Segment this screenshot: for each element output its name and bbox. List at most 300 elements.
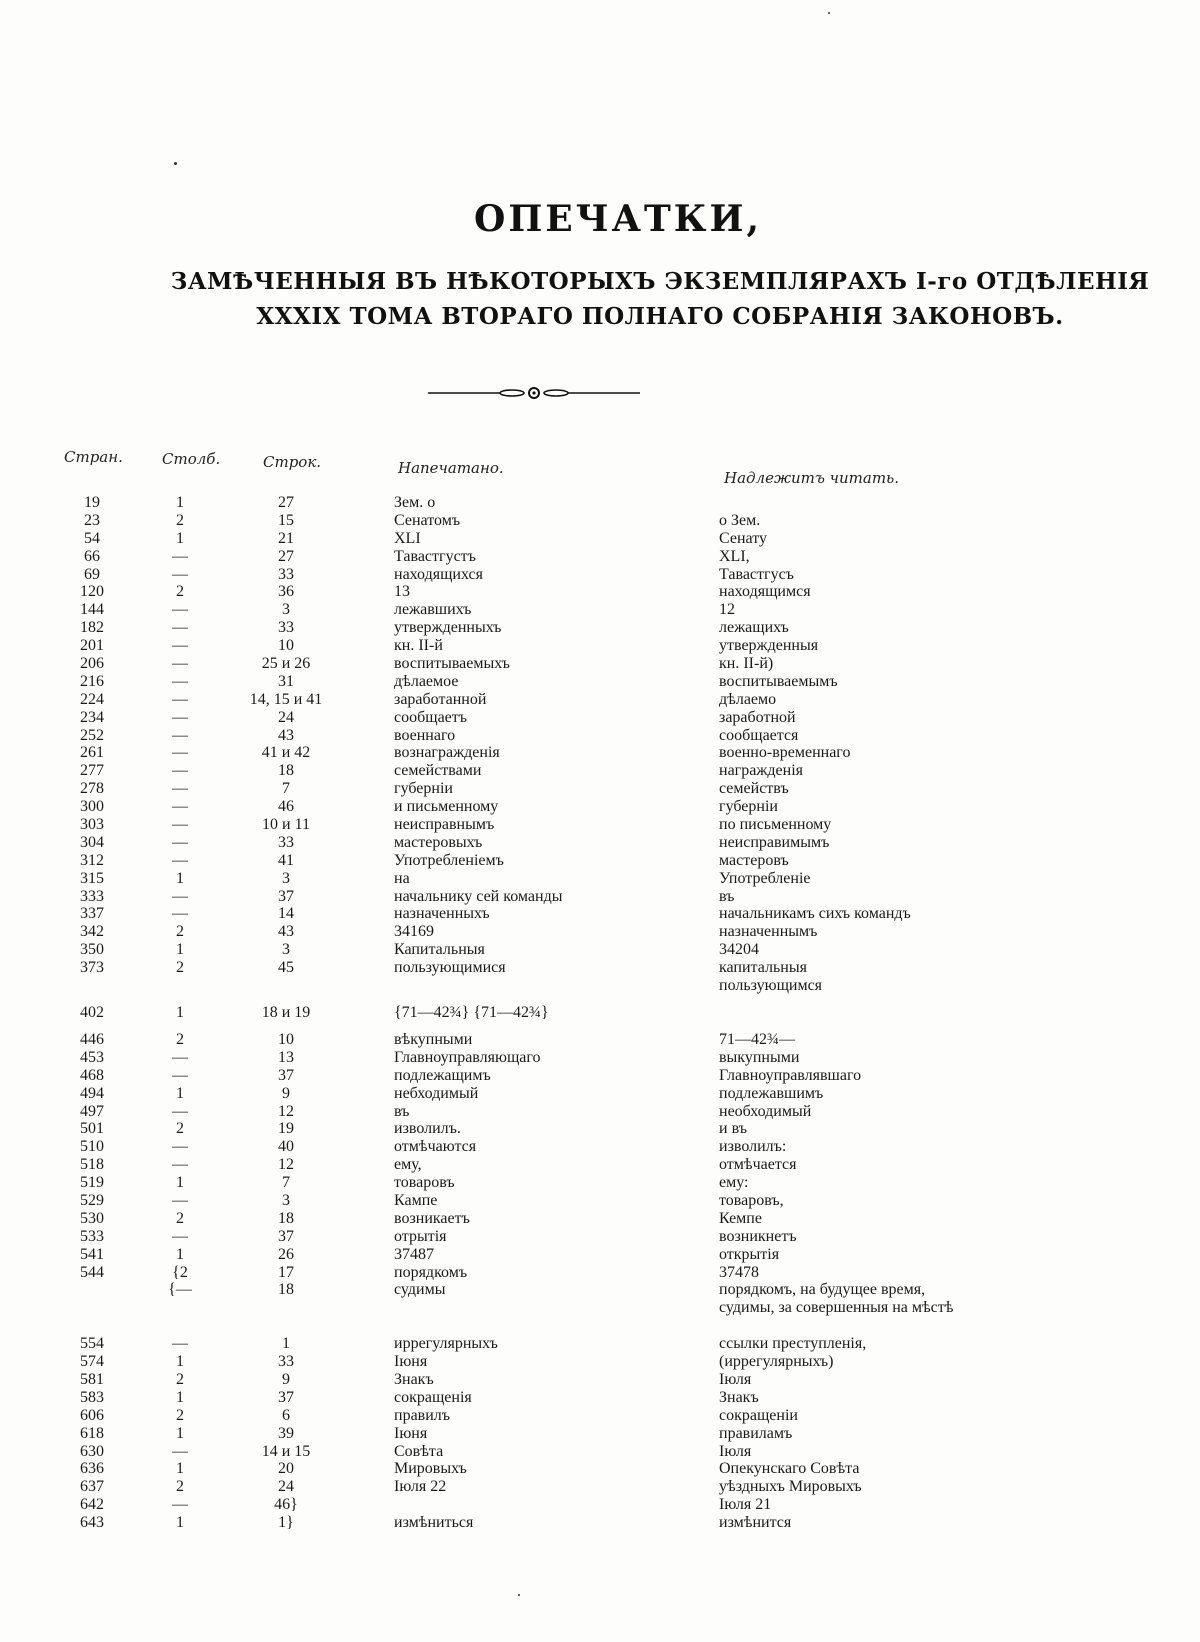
table-row bbox=[0, 1156, 1200, 1174]
cell-printed-text: Іюня bbox=[394, 1353, 428, 1371]
table-row bbox=[0, 1335, 1200, 1353]
table-row bbox=[0, 1514, 1200, 1532]
cell-line-number: 21 bbox=[278, 529, 294, 547]
table-row bbox=[0, 780, 1200, 798]
column-header-printed: Напечатано. bbox=[398, 459, 504, 477]
cell-line-number: 7 bbox=[282, 780, 290, 798]
cell-line-number: 3 bbox=[282, 1191, 290, 1209]
table-row bbox=[0, 1389, 1200, 1407]
cell-page-number: 518 bbox=[80, 1156, 104, 1174]
cell-printed-text: Іюня bbox=[394, 1424, 428, 1442]
cell-correct-text: товаровъ, bbox=[719, 1191, 784, 1209]
page-subtitle-line-2: XXXIX ТОМА ВТОРАГО ПОЛНАГО СОБРАНІЯ ЗАКОНОВЪ. bbox=[256, 303, 1064, 330]
table-row bbox=[0, 1353, 1200, 1371]
cell-page-number: 337 bbox=[80, 905, 104, 923]
cell-line-number: 7 bbox=[282, 1174, 290, 1192]
cell-line-number: 14 bbox=[278, 905, 294, 923]
table-row bbox=[0, 1210, 1200, 1228]
cell-printed-text: изволилъ. bbox=[394, 1120, 461, 1138]
cell-page-number: 541 bbox=[80, 1245, 104, 1263]
cell-column-number: — bbox=[172, 1442, 188, 1460]
cell-page-number: 333 bbox=[80, 887, 104, 905]
cell-line-number: 37 bbox=[278, 1227, 294, 1245]
cell-line-number: 6 bbox=[282, 1406, 290, 1424]
cell-printed-text: порядкомъ bbox=[394, 1263, 468, 1281]
cell-column-number: 2 bbox=[176, 1120, 184, 1138]
table-row bbox=[0, 1103, 1200, 1121]
cell-column-number: 1 bbox=[176, 941, 184, 959]
cell-correct-text: выкупными bbox=[719, 1048, 800, 1066]
cell-printed-text: вѣкупными bbox=[394, 1030, 473, 1048]
cell-page-number: 519 bbox=[80, 1174, 104, 1192]
page-title: ОПЕЧАТКИ, bbox=[473, 198, 763, 240]
cell-correct-text: XLI, bbox=[719, 547, 750, 565]
cell-printed-text: утвержденныхъ bbox=[394, 619, 502, 637]
cell-correct-text: награжденія bbox=[719, 762, 803, 780]
table-row bbox=[0, 727, 1200, 745]
cell-printed-text: Кампе bbox=[394, 1191, 438, 1209]
cell-correct-text: Іюля bbox=[719, 1370, 752, 1388]
cell-column-number: 2 bbox=[176, 583, 184, 601]
cell-page-number: 642 bbox=[80, 1496, 104, 1514]
cell-line-number: 33 bbox=[278, 833, 294, 851]
cell-page-number: 636 bbox=[80, 1460, 104, 1478]
cell-column-number: — bbox=[172, 1191, 188, 1209]
cell-column-number: 2 bbox=[176, 923, 184, 941]
table-row bbox=[0, 1299, 1200, 1317]
cell-correct-text: измѣнится bbox=[719, 1514, 792, 1532]
cell-correct-text: возникнетъ bbox=[719, 1227, 797, 1245]
cell-page-number: 618 bbox=[80, 1424, 104, 1442]
cell-printed-text: Тавастгустъ bbox=[394, 547, 476, 565]
table-row bbox=[0, 548, 1200, 566]
table-row bbox=[0, 959, 1200, 977]
cell-line-number: 10 bbox=[278, 637, 294, 655]
cell-correct-text: подлежавшимъ bbox=[719, 1084, 824, 1102]
cell-column-number: 1 bbox=[176, 1245, 184, 1263]
cell-correct-text: правиламъ bbox=[719, 1424, 793, 1442]
cell-printed-text: находящихся bbox=[394, 565, 483, 583]
cell-printed-text: заработанной bbox=[394, 690, 487, 708]
errata-table bbox=[0, 494, 1200, 1532]
column-header-page: Стран. bbox=[64, 448, 123, 466]
cell-line-number: 43 bbox=[278, 726, 294, 744]
cell-column-number: — bbox=[172, 601, 188, 619]
cell-column-number: — bbox=[172, 1048, 188, 1066]
table-row bbox=[0, 762, 1200, 780]
table-row bbox=[0, 941, 1200, 959]
table-row bbox=[0, 1228, 1200, 1246]
cell-correct-text: утвержденныя bbox=[719, 637, 819, 655]
cell-correct-text: Іюля 21 bbox=[719, 1496, 772, 1514]
cell-line-number: 17 bbox=[278, 1263, 294, 1281]
cell-page-number: 23 bbox=[84, 511, 100, 529]
cell-line-number: 10 bbox=[278, 1030, 294, 1048]
cell-correct-text: 34204 bbox=[719, 941, 759, 959]
cell-line-number: 12 bbox=[278, 1156, 294, 1174]
cell-correct-text: (иррегулярныхъ) bbox=[719, 1353, 834, 1371]
cell-page-number: 574 bbox=[80, 1353, 104, 1371]
table-row bbox=[0, 905, 1200, 923]
cell-column-number: 1 bbox=[176, 1084, 184, 1102]
cell-page-number: 315 bbox=[80, 869, 104, 887]
cell-page-number: 446 bbox=[80, 1030, 104, 1048]
cell-line-number: 37 bbox=[278, 1066, 294, 1084]
table-row bbox=[0, 709, 1200, 727]
cell-line-number: 27 bbox=[278, 494, 294, 511]
cell-printed-text: возникаетъ bbox=[394, 1209, 470, 1227]
cell-page-number: 494 bbox=[80, 1084, 104, 1102]
table-row bbox=[0, 977, 1200, 995]
cell-line-number: 3 bbox=[282, 601, 290, 619]
cell-printed-text: Зем. о bbox=[394, 494, 436, 511]
cell-page-number: 206 bbox=[80, 655, 104, 673]
cell-correct-text: Сенату bbox=[719, 529, 767, 547]
cell-correct-text: сообщается bbox=[719, 726, 799, 744]
cell-column-number: 1 bbox=[176, 1424, 184, 1442]
cell-column-number: 2 bbox=[176, 1209, 184, 1227]
print-speck bbox=[174, 162, 177, 165]
cell-page-number: 54 bbox=[84, 529, 100, 547]
cell-line-number: 41 bbox=[278, 851, 294, 869]
cell-page-number: 304 bbox=[80, 833, 104, 851]
cell-line-number: 46 bbox=[278, 798, 294, 816]
cell-column-number: — bbox=[172, 655, 188, 673]
cell-printed-text: дѣлаемое bbox=[394, 672, 459, 690]
cell-column-number: 1 bbox=[176, 869, 184, 887]
cell-printed-text: отрытія bbox=[394, 1227, 447, 1245]
cell-column-number: — bbox=[172, 816, 188, 834]
table-row bbox=[0, 673, 1200, 691]
cell-column-number: 1 bbox=[176, 1460, 184, 1478]
cell-page-number: 606 bbox=[80, 1406, 104, 1424]
cell-page-number: 529 bbox=[80, 1191, 104, 1209]
cell-correct-text: 71—42¾— bbox=[719, 1030, 795, 1048]
cell-line-number: 36 bbox=[278, 583, 294, 601]
cell-printed-text: небходимый bbox=[394, 1084, 479, 1102]
cell-printed-text: Главноуправляющаго bbox=[394, 1048, 541, 1066]
cell-column-number: 1 bbox=[176, 1388, 184, 1406]
cell-correct-text: капитальныя bbox=[719, 959, 807, 977]
cell-column-number: — bbox=[172, 780, 188, 798]
cell-column-number: {— bbox=[168, 1281, 192, 1299]
cell-line-number: 9 bbox=[282, 1084, 290, 1102]
table-row bbox=[0, 1478, 1200, 1496]
cell-correct-text: уѣздныхъ Мировыхъ bbox=[719, 1478, 862, 1496]
table-row bbox=[0, 637, 1200, 655]
cell-column-number: — bbox=[172, 672, 188, 690]
cell-column-number: 1 bbox=[176, 529, 184, 547]
cell-line-number: 37 bbox=[278, 1388, 294, 1406]
cell-page-number: 453 bbox=[80, 1048, 104, 1066]
column-header-line: Строк. bbox=[263, 453, 322, 471]
cell-line-number: 10 и 11 bbox=[262, 816, 310, 834]
cell-printed-text: судимы bbox=[394, 1281, 446, 1299]
cell-page-number: 303 bbox=[80, 816, 104, 834]
table-row bbox=[0, 995, 1200, 1031]
cell-line-number: 3 bbox=[282, 869, 290, 887]
cell-printed-text: правилъ bbox=[394, 1406, 451, 1424]
cell-column-number: {2 bbox=[172, 1263, 188, 1281]
cell-line-number: 18 bbox=[278, 762, 294, 780]
table-row bbox=[0, 1192, 1200, 1210]
page-subtitle-line-1: ЗАМѢЧЕННЫЯ ВЪ НѢКОТОРЫХЪ ЭКЗЕМПЛЯРАХЪ I-го ОТДѢЛЕНІЯ bbox=[170, 268, 1150, 295]
table-row bbox=[0, 1281, 1200, 1299]
cell-column-number: 2 bbox=[176, 1370, 184, 1388]
cell-page-number: 69 bbox=[84, 565, 100, 583]
cell-column-number: — bbox=[172, 726, 188, 744]
cell-printed-text: военнаго bbox=[394, 726, 456, 744]
cell-correct-text: открытія bbox=[719, 1245, 780, 1263]
cell-page-number: 581 bbox=[80, 1370, 104, 1388]
cell-page-number: 468 bbox=[80, 1066, 104, 1084]
cell-line-number: 33 bbox=[278, 619, 294, 637]
table-row bbox=[0, 494, 1200, 512]
cell-correct-text: необходимый bbox=[719, 1102, 812, 1120]
table-row bbox=[0, 1085, 1200, 1103]
cell-printed-text: мастеровыхъ bbox=[394, 833, 483, 851]
cell-line-number: 1 bbox=[282, 1335, 290, 1353]
cell-line-number: 1} bbox=[278, 1514, 294, 1532]
cell-printed-text: Совѣта bbox=[394, 1442, 444, 1460]
cell-column-number: — bbox=[172, 708, 188, 726]
cell-page-number: 216 bbox=[80, 672, 104, 690]
cell-line-number: 40 bbox=[278, 1138, 294, 1156]
cell-printed-text: {71—42¾} {71—42¾} bbox=[394, 1003, 549, 1021]
cell-printed-text: Сенатомъ bbox=[394, 511, 461, 529]
cell-page-number: 234 bbox=[80, 708, 104, 726]
cell-line-number: 12 bbox=[278, 1102, 294, 1120]
cell-printed-text: кн. II-й bbox=[394, 637, 443, 655]
cell-printed-text: и письменному bbox=[394, 798, 499, 816]
cell-printed-text: Іюля 22 bbox=[394, 1478, 447, 1496]
cell-column-number: — bbox=[172, 1156, 188, 1174]
cell-line-number: 3 bbox=[282, 941, 290, 959]
cell-column-number: 2 bbox=[176, 1030, 184, 1048]
cell-column-number: — bbox=[172, 547, 188, 565]
cell-correct-text: 37478 bbox=[719, 1263, 759, 1281]
cell-page-number: 637 bbox=[80, 1478, 104, 1496]
table-row bbox=[0, 1120, 1200, 1138]
cell-correct-text: начальникамъ сихъ командъ bbox=[719, 905, 911, 923]
cell-printed-text: воспитываемыхъ bbox=[394, 655, 510, 673]
table-row bbox=[0, 691, 1200, 709]
cell-printed-text: вознагражденія bbox=[394, 744, 500, 762]
cell-line-number: 26 bbox=[278, 1245, 294, 1263]
cell-page-number: 278 bbox=[80, 780, 104, 798]
cell-line-number: 18 bbox=[278, 1209, 294, 1227]
cell-page-number: 224 bbox=[80, 690, 104, 708]
cell-page-number: 373 bbox=[80, 959, 104, 977]
cell-printed-text: Употребленіемъ bbox=[394, 851, 504, 869]
table-row bbox=[0, 1407, 1200, 1425]
cell-column-number: — bbox=[172, 1227, 188, 1245]
table-row bbox=[0, 816, 1200, 834]
cell-correct-text: заработной bbox=[719, 708, 796, 726]
cell-line-number: 18 и 19 bbox=[261, 1003, 311, 1021]
cell-correct-text: мастеровъ bbox=[719, 851, 789, 869]
table-row bbox=[0, 852, 1200, 870]
cell-correct-text: въ bbox=[719, 887, 735, 905]
table-row bbox=[0, 1067, 1200, 1085]
cell-column-number: 2 bbox=[176, 511, 184, 529]
cell-correct-text: ему: bbox=[719, 1174, 749, 1192]
table-row bbox=[0, 1264, 1200, 1282]
cell-printed-text: назначенныхъ bbox=[394, 905, 490, 923]
column-header-correct: Надлежитъ читать. bbox=[724, 469, 899, 487]
cell-page-number: 530 bbox=[80, 1209, 104, 1227]
cell-page-number: 544 bbox=[80, 1263, 104, 1281]
cell-printed-text: иррегулярныхъ bbox=[394, 1335, 498, 1353]
cell-correct-text: Опекунскаго Совѣта bbox=[719, 1460, 860, 1478]
cell-correct-text: семействъ bbox=[719, 780, 789, 798]
cell-line-number: 31 bbox=[278, 672, 294, 690]
table-row bbox=[0, 619, 1200, 637]
cell-page-number: 120 bbox=[80, 583, 104, 601]
cell-page-number: 630 bbox=[80, 1442, 104, 1460]
cell-printed-text: неисправнымъ bbox=[394, 816, 495, 834]
cell-printed-text: Мировыхъ bbox=[394, 1460, 467, 1478]
cell-page-number: 554 bbox=[80, 1335, 104, 1353]
cell-printed-text: 37487 bbox=[394, 1245, 434, 1263]
cell-correct-text: ссылки преступленія, bbox=[719, 1335, 867, 1353]
cell-page-number: 182 bbox=[80, 619, 104, 637]
cell-column-number: — bbox=[172, 905, 188, 923]
table-row bbox=[0, 888, 1200, 906]
cell-page-number: 350 bbox=[80, 941, 104, 959]
cell-column-number: 1 bbox=[176, 1353, 184, 1371]
cell-column-number: 2 bbox=[176, 1478, 184, 1496]
cell-line-number: 9 bbox=[282, 1370, 290, 1388]
cell-column-number: — bbox=[172, 1066, 188, 1084]
cell-page-number: 402 bbox=[80, 1003, 104, 1021]
cell-printed-text: начальнику сей команды bbox=[394, 887, 563, 905]
cell-page-number: 643 bbox=[80, 1514, 104, 1532]
table-row bbox=[0, 512, 1200, 530]
cell-printed-text: сокращенія bbox=[394, 1388, 472, 1406]
cell-page-number: 501 bbox=[80, 1120, 104, 1138]
cell-correct-text: неисправимымъ bbox=[719, 833, 830, 851]
cell-column-number: — bbox=[172, 798, 188, 816]
cell-line-number: 20 bbox=[278, 1460, 294, 1478]
cell-correct-text: Знакъ bbox=[719, 1388, 759, 1406]
cell-page-number: 66 bbox=[84, 547, 100, 565]
cell-correct-text: сокращеніи bbox=[719, 1406, 798, 1424]
cell-correct-text: Кемпе bbox=[719, 1209, 762, 1227]
cell-correct-text: воспитываемымъ bbox=[719, 672, 838, 690]
cell-column-number: 2 bbox=[176, 1406, 184, 1424]
cell-correct-text: Главноуправлявшаго bbox=[719, 1066, 862, 1084]
cell-page-number: 510 bbox=[80, 1138, 104, 1156]
cell-page-number: 300 bbox=[80, 798, 104, 816]
cell-printed-text: семействами bbox=[394, 762, 482, 780]
cell-printed-text: сообщаетъ bbox=[394, 708, 468, 726]
cell-correct-text: и въ bbox=[719, 1120, 747, 1138]
cell-correct-text: лежащихъ bbox=[719, 619, 789, 637]
cell-line-number: 45 bbox=[278, 959, 294, 977]
cell-correct-text: дѣлаемо bbox=[719, 690, 777, 708]
cell-page-number: 342 bbox=[80, 923, 104, 941]
cell-printed-text: подлежащимъ bbox=[394, 1066, 491, 1084]
table-row bbox=[0, 834, 1200, 852]
cell-line-number: 15 bbox=[278, 511, 294, 529]
table-row bbox=[0, 1031, 1200, 1049]
cell-printed-text: 34169 bbox=[394, 923, 434, 941]
cell-line-number: 33 bbox=[278, 1353, 294, 1371]
cell-page-number: 497 bbox=[80, 1102, 104, 1120]
cell-column-number: 2 bbox=[176, 959, 184, 977]
cell-page-number: 277 bbox=[80, 762, 104, 780]
table-row bbox=[0, 1496, 1200, 1514]
table-row bbox=[0, 1246, 1200, 1264]
cell-line-number: 19 bbox=[278, 1120, 294, 1138]
cell-printed-text: Капитальныя bbox=[394, 941, 485, 959]
cell-column-number: — bbox=[172, 851, 188, 869]
cell-column-number: — bbox=[172, 1102, 188, 1120]
cell-page-number: 583 bbox=[80, 1388, 104, 1406]
table-row bbox=[0, 1443, 1200, 1461]
cell-column-number: 1 bbox=[176, 494, 184, 511]
cell-column-number: — bbox=[172, 690, 188, 708]
table-row bbox=[0, 744, 1200, 762]
table-row bbox=[0, 1425, 1200, 1443]
cell-printed-text: товаровъ bbox=[394, 1174, 455, 1192]
cell-correct-text: судимы, за совершенныя на мѣстѣ bbox=[719, 1299, 954, 1317]
cell-page-number: 312 bbox=[80, 851, 104, 869]
cell-correct-text: Тавастгусъ bbox=[719, 565, 794, 583]
cell-line-number: 24 bbox=[278, 1478, 294, 1496]
table-row bbox=[0, 601, 1200, 619]
cell-column-number: — bbox=[172, 762, 188, 780]
cell-printed-text: XLI bbox=[394, 529, 421, 547]
cell-printed-text: губерніи bbox=[394, 780, 453, 798]
cell-line-number: 25 и 26 bbox=[261, 655, 311, 673]
cell-page-number: 19 bbox=[84, 494, 100, 511]
cell-printed-text: отмѣчаются bbox=[394, 1138, 477, 1156]
cell-line-number: 41 и 42 bbox=[261, 744, 311, 762]
table-row bbox=[0, 1049, 1200, 1067]
cell-column-number: 1 bbox=[176, 1174, 184, 1192]
cell-line-number: 33 bbox=[278, 565, 294, 583]
cell-correct-text: по письменному bbox=[719, 816, 832, 834]
cell-line-number: 14, 15 и 41 bbox=[249, 690, 323, 708]
cell-line-number: 37 bbox=[278, 887, 294, 905]
cell-line-number: 13 bbox=[278, 1048, 294, 1066]
print-speck bbox=[828, 12, 830, 14]
cell-line-number: 24 bbox=[278, 708, 294, 726]
cell-page-number: 201 bbox=[80, 637, 104, 655]
cell-column-number: — bbox=[172, 1496, 188, 1514]
cell-correct-text: военно-временнаго bbox=[719, 744, 851, 762]
cell-page-number: 144 bbox=[80, 601, 104, 619]
cell-column-number: — bbox=[172, 1138, 188, 1156]
cell-column-number: 1 bbox=[176, 1514, 184, 1532]
cell-correct-text: порядкомъ, на будущее время, bbox=[719, 1281, 926, 1299]
cell-line-number: 39 bbox=[278, 1424, 294, 1442]
cell-line-number: 43 bbox=[278, 923, 294, 941]
print-speck bbox=[518, 1594, 520, 1596]
column-header-column: Столб. bbox=[162, 450, 221, 468]
table-row bbox=[0, 583, 1200, 601]
table-row bbox=[0, 530, 1200, 548]
cell-correct-text: назначеннымъ bbox=[719, 923, 818, 941]
cell-page-number: 533 bbox=[80, 1227, 104, 1245]
cell-correct-text: о Зем. bbox=[719, 511, 761, 529]
cell-line-number: 46} bbox=[274, 1496, 298, 1514]
cell-correct-text: изволилъ: bbox=[719, 1138, 787, 1156]
cell-column-number: 1 bbox=[176, 1003, 184, 1021]
table-row bbox=[0, 1174, 1200, 1192]
